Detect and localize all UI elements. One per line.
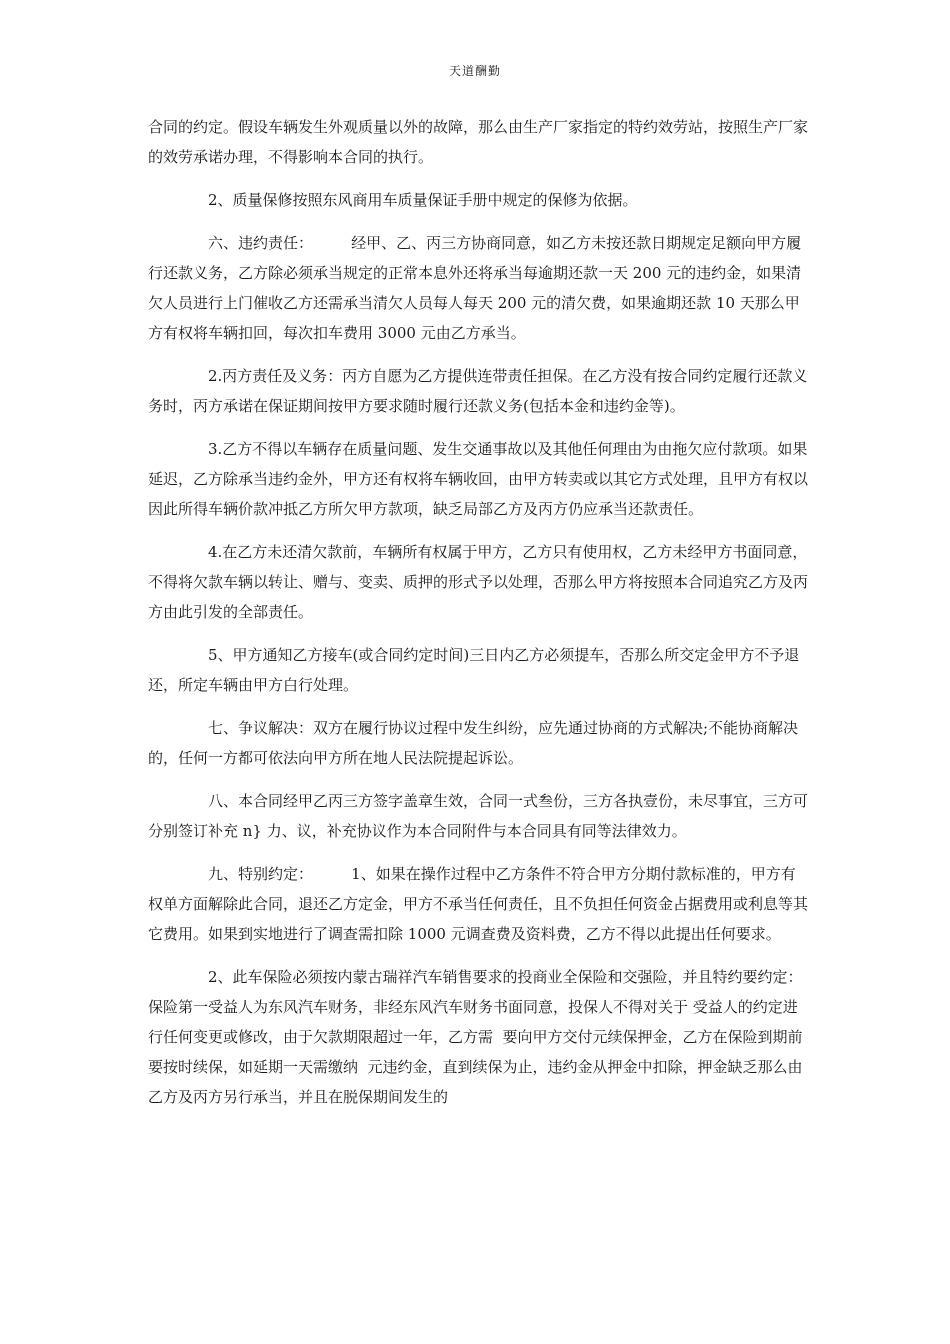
paragraph-continuation: 合同的约定。假设车辆发生外观质量以外的故障，那么由生产厂家指定的特约效劳站，按照生产厂家的效劳承诺办理，不得影响本合同的执行。 (148, 118, 809, 166)
paragraph-warranty: 2、质量保修按照东风商用车质量保证手册中规定的保修为依据。 (208, 191, 638, 209)
paragraph-dispute: 七、争议解决：双方在履行协议过程中发生纠纷，应先通过协商的方式解决;不能协商解决的，任何一方都可依法向甲方所在地人民法院提起诉讼。 (148, 719, 799, 767)
paragraph-breach-liability: 六、违约责任： 经甲、乙、丙三方协商同意，如乙方未按还款日期规定足额向甲方履行还款义务，乙方除必须承当规定的正常本息外还将承当每逾期还款一天 200 元的违约金，如果清欠人员进行上门催收乙方还需承当清欠人员每人每天 200 元的清欠费，如果逾期还款 10 天那么甲方有权将车辆扣回，每次扣车费用 3000 元由乙方承当。 (148, 234, 802, 342)
paragraph-special-terms: 九、特别约定： 1、如果在操作过程中乙方条件不符合甲方分期付款标准的，甲方有权单方面解除此合同，退还乙方定金，甲方不承当任何责任，且不负担任何资金占据费用或利息等其它费用。如果到实地进行了调查需扣除 1000 元调查费及资料费，乙方不得以此提出任何要求。 (148, 865, 809, 943)
document-body (148, 112, 808, 1125)
paragraph-guarantor-duty: 2.丙方责任及义务：丙方自愿为乙方提供连带责任担保。在乙方没有按合同约定履行还款义务时，丙方承诺在保证期间按甲方要求随时履行还款义务(包括本金和违约金等)。 (148, 367, 808, 415)
paragraph-effect: 八、本合同经甲乙丙三方签字盖章生效，合同一式叁份，三方各执壹份，未尽事宜，三方可分别签订补充 n} 力、议，补充协议作为本合同附件与本合同具有同等法律效力。 (148, 792, 809, 840)
paragraph-pickup: 5、甲方通知乙方接车(或合同约定时间)三日内乙方必须提车，否那么所交定金甲方不予退还，所定车辆由甲方白行处理。 (148, 646, 800, 694)
paragraph-insurance: 2、此车保险必须按内蒙古瑞祥汽车销售要求的投商业全保险和交强险，并且特约要约定：保险第一受益人为东风汽车财务，非经东风汽车财务书面同意，投保人不得对关于 受益人的约定进行任何变更或修改，由于欠款期限超过一年，乙方需 要向甲方交付元续保押金，乙方在保险到期前要按时续保，如延期一天需缴纳 元违约金，直到续保为止，违约金从押金中扣除，押金缺乏那么由乙方及丙方另行承当，并且在脱保期间发生的 (148, 968, 803, 1106)
page-header: 天道酬勤 (448, 64, 501, 78)
paragraph-ownership: 4.在乙方未还清欠款前，车辆所有权属于甲方，乙方只有使用权，乙方未经甲方书面同意，不得将欠款车辆以转让、赠与、变卖、质押的形式予以处理，否那么甲方将按照本合同追究乙方及丙方由此引发的全部责任。 (148, 543, 809, 621)
paragraph-no-delay: 3.乙方不得以车辆存在质量问题、发生交通事故以及其他任何理由为由拖欠应付款项。如果延迟，乙方除承当违约金外，甲方还有权将车辆收回，由甲方转卖或以其它方式处理，且甲方有权以因此所得车辆价款冲抵乙方所欠甲方款项，缺乏局部乙方及丙方仍应承当还款责任。 (148, 440, 809, 518)
